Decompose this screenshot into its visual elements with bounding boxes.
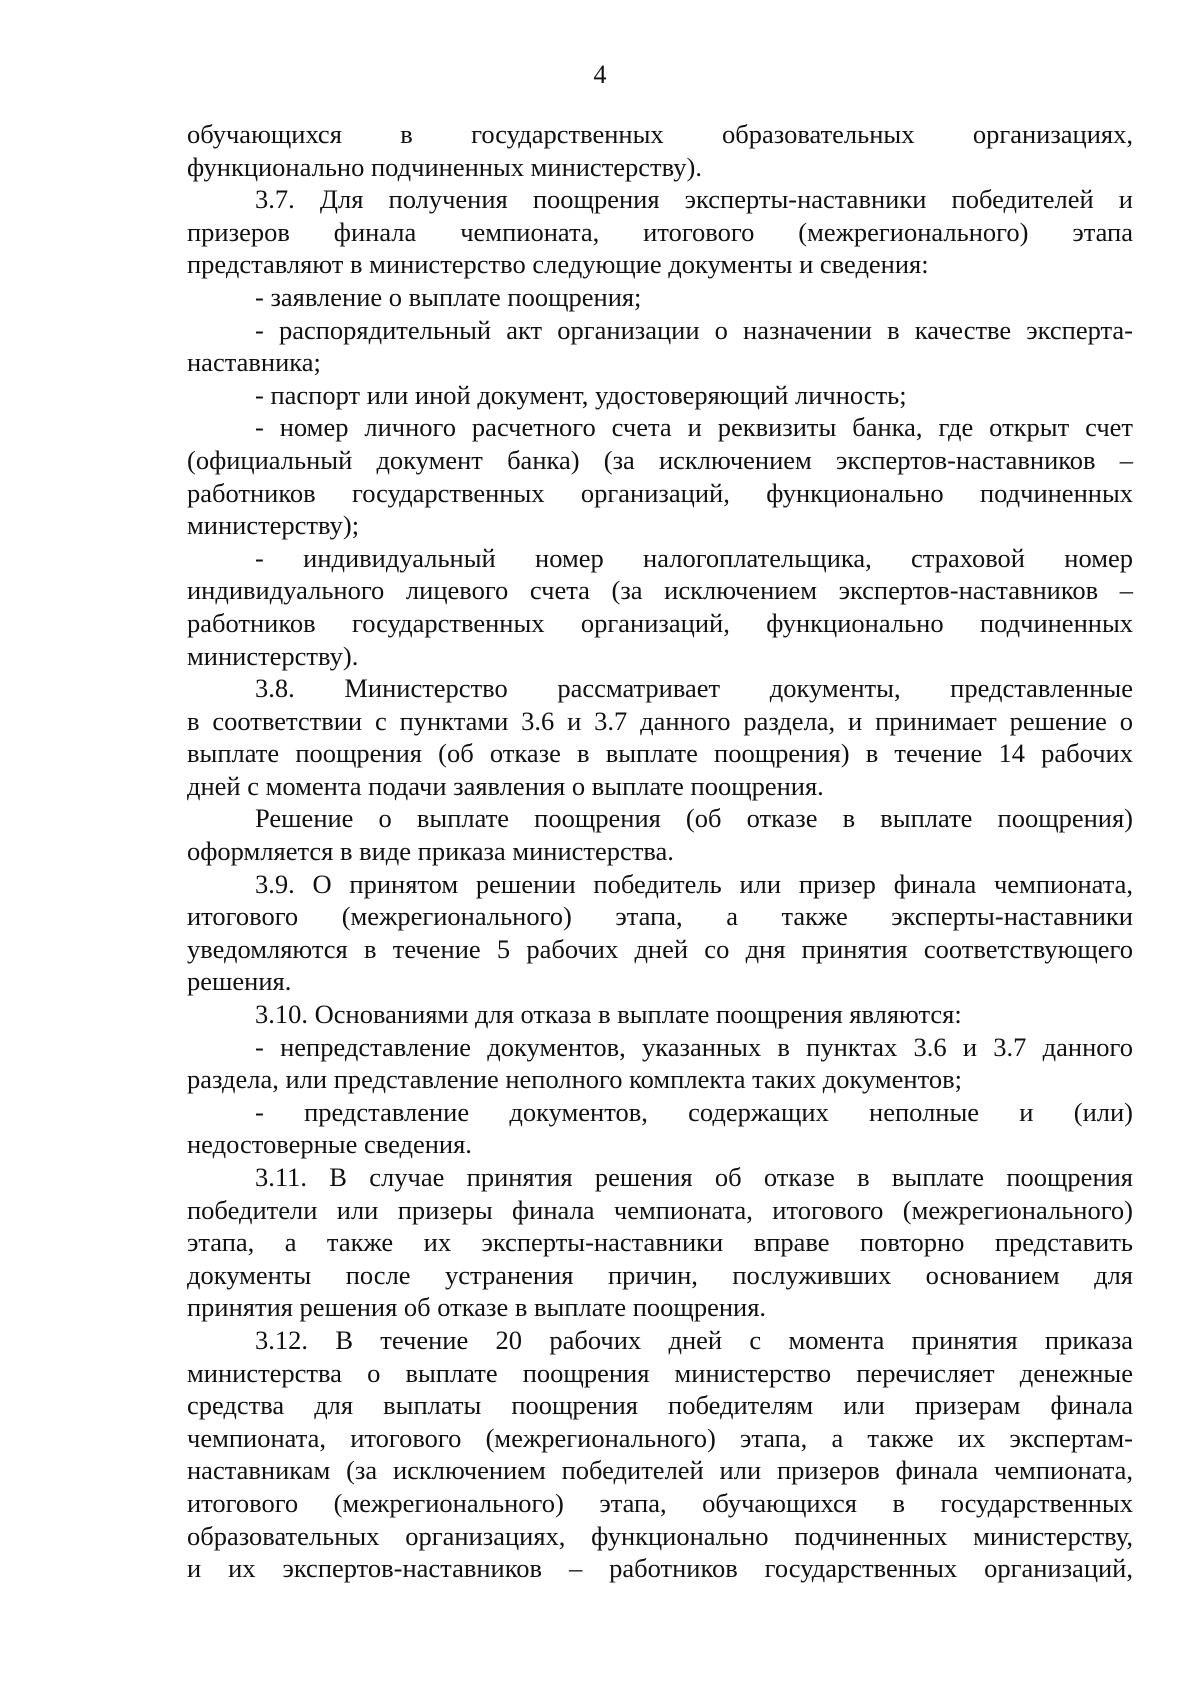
text-line: итогового (межрегионального) этапа, обучающихся в государственных: [187, 1487, 1133, 1518]
document-body: [187, 118, 1133, 1585]
text-line: министерству).: [187, 640, 359, 671]
text-line: уведомляются в течение 5 рабочих дней со дня принятия соответствующего: [187, 933, 1133, 964]
text-line: решения.: [187, 966, 292, 997]
text-line: - паспорт или иной документ, удостоверяющий личность;: [255, 379, 907, 410]
text-line: 3.9. О принятом решении победитель или призер финала чемпионата,: [255, 868, 1133, 899]
text-line: победители или призеры финала чемпионата, итогового (межрегионального): [187, 1194, 1133, 1225]
text-line: дней с момента подачи заявления о выплате поощрения.: [187, 770, 824, 801]
text-line: индивидуального лицевого счета (за исключением экспертов-наставников –: [187, 575, 1133, 606]
text-line: 3.10. Основаниями для отказа в выплате поощрения являются:: [255, 999, 962, 1030]
text-line: документы после устранения причин, послуживших основанием для: [187, 1259, 1133, 1290]
text-line: министерства о выплате поощрения министерство перечисляет денежные: [187, 1357, 1133, 1388]
text-line: представляют в министерство следующие документы и сведения:: [187, 249, 929, 280]
text-line: министерству);: [187, 510, 360, 541]
text-line: - индивидуальный номер налогоплательщика, страховой номер: [255, 542, 1133, 573]
text-line: (официальный документ банка) (за исключением экспертов-наставников –: [187, 444, 1133, 475]
text-line: функционально подчиненных министерству).: [187, 151, 702, 182]
text-line: работников государственных организаций, функционально подчиненных: [187, 477, 1133, 508]
text-line: этапа, а также их эксперты-наставники вправе повторно представить: [187, 1227, 1133, 1258]
text-line: наставника;: [187, 347, 321, 378]
text-line: - номер личного расчетного счета и реквизиты банка, где открыт счет: [255, 412, 1133, 443]
text-line: 3.7. Для получения поощрения эксперты-наставники победителей и: [255, 184, 1133, 215]
text-line: - заявление о выплате поощрения;: [255, 281, 642, 312]
text-line: выплате поощрения (об отказе в выплате поощрения) в течение 14 рабочих: [187, 738, 1133, 769]
text-line: наставникам (за исключением победителей или призеров финала чемпионата,: [187, 1455, 1133, 1486]
text-line: - распорядительный акт организации о назначении в качестве эксперта-: [255, 314, 1133, 345]
text-line: принятия решения об отказе в выплате поощрения.: [187, 1292, 767, 1323]
text-line: 3.11. В случае принятия решения об отказе в выплате поощрения: [255, 1162, 1133, 1192]
text-line: Решение о выплате поощрения (об отказе в выплате поощрения): [255, 803, 1133, 834]
text-line: итогового (межрегионального) этапа, а также эксперты-наставники: [187, 901, 1133, 932]
text-line: 3.12. В течение 20 рабочих дней с момента принятия приказа: [255, 1324, 1133, 1355]
text-line: раздела, или представление неполного комплекта таких документов;: [187, 1064, 962, 1095]
text-line: 3.8. Министерство рассматривает документы, представленные: [255, 673, 1133, 704]
text-line: - непредставление документов, указанных в пунктах 3.6 и 3.7 данного: [255, 1031, 1133, 1062]
text-line: оформляется в виде приказа министерства.: [187, 836, 674, 867]
page-number: 4: [593, 60, 607, 89]
text-line: средства для выплаты поощрения победителям или призерам финала: [187, 1390, 1133, 1421]
text-line: работников государственных организаций, функционально подчиненных: [187, 607, 1133, 638]
text-line: обучающихся в государственных образовательных организациях,: [187, 119, 1133, 149]
text-line: чемпионата, итогового (межрегионального) этапа, а также их экспертам-: [187, 1422, 1133, 1453]
text-line: - представление документов, содержащих неполные и (или): [255, 1096, 1133, 1127]
text-line: и их экспертов-наставников – работников государственных организаций,: [187, 1553, 1133, 1584]
text-line: недостоверные сведения.: [187, 1129, 472, 1160]
text-line: в соответствии с пунктами 3.6 и 3.7 данного раздела, и принимает решение о: [187, 705, 1133, 736]
text-line: образовательных организациях, функционально подчиненных министерству,: [187, 1520, 1133, 1551]
text-line: призеров финала чемпионата, итогового (межрегионального) этапа: [187, 216, 1133, 247]
